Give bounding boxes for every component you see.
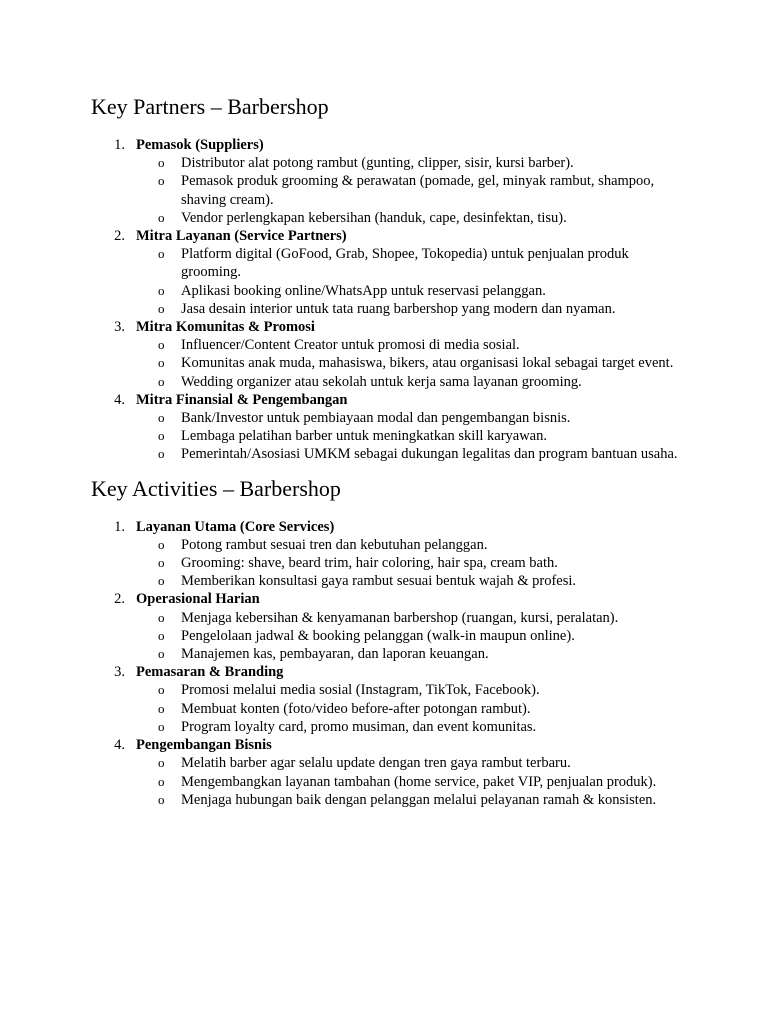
section-number: 2.: [114, 591, 125, 608]
section-title: Operasional Harian: [136, 591, 260, 608]
list-item: [136, 209, 691, 227]
list-item-text: Mengembangkan layanan tambahan (home service, paket VIP, penjualan produk).: [181, 773, 657, 790]
list-item: [136, 791, 691, 809]
section-number: 1.: [114, 137, 125, 153]
section-item: [91, 736, 691, 809]
list-item-text: Distributor alat potong rambut (gunting, clipper, sisir, kursi barber).: [181, 155, 574, 172]
list-item: [136, 373, 691, 391]
section-title: Layanan Utama (Core Services): [136, 518, 335, 535]
list-item: [136, 681, 691, 699]
key-partners-heading: Key Partners – Barbershop: [91, 94, 329, 119]
list-item: [136, 645, 691, 663]
list-item: [136, 427, 691, 445]
list-item: [136, 409, 691, 427]
bullet-icon: o: [158, 755, 165, 771]
section-number: 4.: [114, 737, 125, 754]
list-item-text: Grooming: shave, beard trim, hair coloring, hair spa, cream bath.: [181, 555, 558, 572]
section-title: Pengembangan Bisnis: [136, 737, 272, 754]
list-item-text: Lembaga pelatihan barber untuk meningkatkan skill karyawan.: [181, 428, 547, 445]
bullet-icon: o: [158, 282, 165, 298]
list-item-text: Vendor perlengkapan kebersihan (handuk, cape, desinfektan, tisu).: [181, 209, 567, 226]
list-item-text: Jasa desain interior untuk tata ruang barbershop yang modern dan nyaman.: [181, 300, 616, 317]
section-item: [91, 663, 691, 736]
section-number: 4.: [114, 391, 125, 408]
bullet-icon: o: [158, 700, 165, 716]
bullet-icon: o: [158, 428, 165, 444]
bullet-icon: o: [158, 410, 165, 426]
sub-item-list: [136, 409, 691, 464]
list-item-text: Platform digital (GoFood, Grab, Shopee, Tokopedia) untuk penjualan produk grooming.: [181, 246, 629, 281]
list-item: [136, 754, 691, 772]
list-item-text: Pemerintah/Asosiasi UMKM sebagai dukungan legalitas dan program bantuan usaha.: [181, 446, 678, 463]
sub-item-list: [136, 536, 691, 591]
bullet-icon: o: [158, 337, 165, 353]
section-number: 3.: [114, 319, 125, 336]
list-item: [136, 536, 691, 554]
sub-item-list: [136, 245, 691, 318]
bullet-icon: o: [158, 609, 165, 625]
list-item: [136, 445, 691, 463]
bullet-icon: o: [158, 791, 165, 807]
list-item: [136, 609, 691, 627]
bullet-icon: o: [158, 173, 165, 189]
key-activities-heading: Key Activities – Barbershop: [91, 475, 341, 501]
section-number: 1.: [114, 518, 125, 535]
bullet-icon: o: [158, 718, 165, 734]
list-item-text: Influencer/Content Creator untuk promosi di media sosial.: [181, 337, 520, 354]
list-item: [136, 282, 691, 300]
bullet-icon: o: [158, 646, 165, 662]
section-item: [91, 227, 691, 318]
key-activities-list: [91, 518, 691, 809]
list-item-text: Potong rambut sesuai tren dan kebutuhan pelanggan.: [181, 536, 488, 553]
bullet-icon: o: [158, 773, 165, 789]
list-item: [136, 172, 691, 208]
section-title: Mitra Finansial & Pengembangan: [136, 391, 348, 408]
list-item-text: Wedding organizer atau sekolah untuk kerja sama layanan grooming.: [181, 373, 582, 390]
bullet-icon: o: [158, 155, 165, 171]
section-title: Mitra Layanan (Service Partners): [136, 228, 347, 245]
bullet-icon: o: [158, 555, 165, 571]
bullet-icon: o: [158, 300, 165, 316]
sub-item-list: [136, 609, 691, 664]
document-content: [91, 90, 691, 809]
bullet-icon: o: [158, 246, 165, 262]
list-item: [136, 718, 691, 736]
list-item-text: Aplikasi booking online/WhatsApp untuk reservasi pelanggan.: [181, 282, 546, 299]
list-item-text: Program loyalty card, promo musiman, dan event komunitas.: [181, 718, 537, 735]
bullet-icon: o: [158, 573, 165, 589]
section-item: [91, 391, 691, 464]
list-item: [136, 245, 691, 281]
section-title: Pemasok (Suppliers): [136, 137, 264, 153]
list-item-text: Manajemen kas, pembayaran, dan laporan keuangan.: [181, 646, 489, 663]
list-item: [136, 700, 691, 718]
bullet-icon: o: [158, 446, 165, 462]
list-item: [136, 354, 691, 372]
bullet-icon: o: [158, 355, 165, 371]
list-item-text: Membuat konten (foto/video before-after potongan rambut).: [181, 700, 531, 717]
bullet-icon: o: [158, 536, 165, 552]
section-number: 2.: [114, 228, 125, 245]
sub-item-list: [136, 754, 691, 809]
list-item-text: Menjaga hubungan baik dengan pelanggan melalui pelayanan ramah & konsisten.: [181, 791, 657, 808]
list-item: [136, 300, 691, 318]
list-item-text: Melatih barber agar selalu update dengan tren gaya rambut terbaru.: [181, 755, 571, 772]
section-item: [91, 590, 691, 663]
list-item: [136, 154, 691, 172]
list-item: [136, 572, 691, 590]
sub-item-list: [136, 154, 691, 227]
sub-item-list: [136, 336, 691, 391]
key-partners-list: [91, 136, 691, 464]
list-item: [136, 554, 691, 572]
section-title: Pemasaran & Branding: [136, 664, 284, 681]
list-item: [136, 627, 691, 645]
bullet-icon: o: [158, 682, 165, 698]
bullet-icon: o: [158, 627, 165, 643]
sub-item-list: [136, 681, 691, 736]
list-item: [136, 336, 691, 354]
list-item-text: Bank/Investor untuk pembiayaan modal dan pengembangan bisnis.: [181, 410, 571, 427]
section-item: [91, 318, 691, 391]
bullet-icon: o: [158, 373, 165, 389]
list-item-text: Memberikan konsultasi gaya rambut sesuai bentuk wajah & profesi.: [181, 573, 577, 590]
list-item: [136, 773, 691, 791]
section-item: [91, 136, 691, 227]
list-item-text: Pengelolaan jadwal & booking pelanggan (walk-in maupun online).: [181, 627, 575, 644]
bullet-icon: o: [158, 209, 165, 225]
list-item-text: Pemasok produk grooming & perawatan (pomade, gel, minyak rambut, shampoo, shaving cream).: [181, 173, 655, 208]
section-item: [91, 518, 691, 591]
section-number: 3.: [114, 664, 125, 681]
list-item-text: Promosi melalui media sosial (Instagram, TikTok, Facebook).: [181, 682, 540, 699]
section-title: Mitra Komunitas & Promosi: [136, 319, 315, 336]
list-item-text: Menjaga kebersihan & kenyamanan barbershop (ruangan, kursi, peralatan).: [181, 609, 619, 626]
list-item-text: Komunitas anak muda, mahasiswa, bikers, atau organisasi lokal sebagai target event.: [181, 355, 674, 372]
